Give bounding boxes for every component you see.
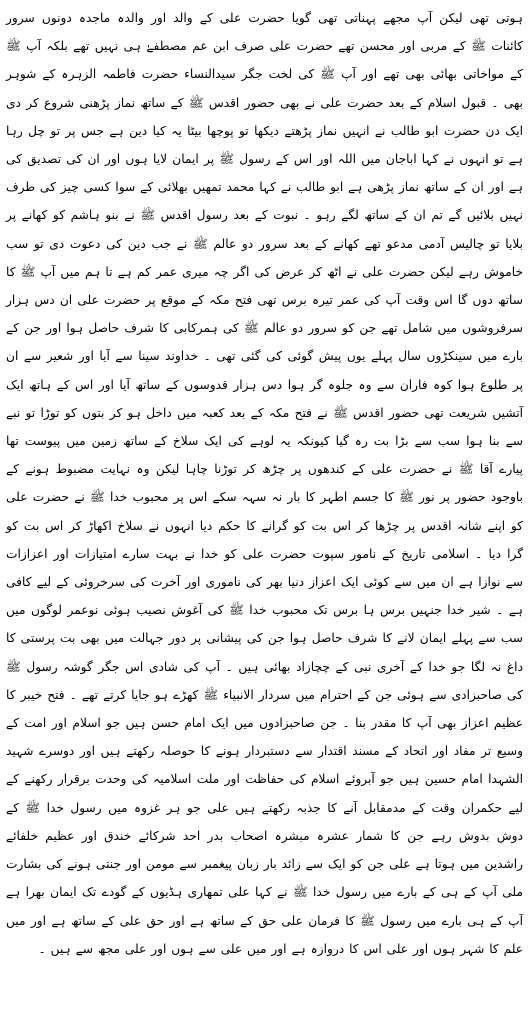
article-text: ہوتی تھی لیکن آپ مجھے پہناتی تھی گویا حضرت علی کے والد اور والدہ ماجدہ دونوں سرور کائنات ﷺ کے مربی اور محسن تھے حضرت علی صرف ابن عم مصطفےٰ ہی نہیں تھے بلکہ آپ ﷺ کے مواخاتی بھائی بھی تھے اور آپ ﷺ کی لخت جگر سیدالنساء حضرت فاطمہ الزہرہ کے شوہر بھی ۔ قبول اسلام کے بعد حضرت علی نے بھی حضور اقدس ﷺ کے ساتھ نماز پڑھنی شروع کر دی ایک دن حضرت ابو طالب نے انہیں نماز پڑھتے دیکھا تو پوچھا بیٹا یہ کیا دین ہے جس پر تو چل رہا ہے تو انہوں نے کہا اباجان میں اللہ اور اس کے رسول ﷺ پر ایمان لایا ہوں اور ان کی تصدیق کی ہے اور ان کے ساتھ نماز پڑھی ہے ابو طالب نے کہا محمد تمھیں بھلائی کے سوا کسی چیز کی طرف نہیں بلائیں گے تم ان کے ساتھ لگے رہو ۔ نبوت کے بعد رسول اقدس ﷺ نے بنو ہاشم کو کھانے پر بلایا تو چالیس آدمی مدعو تھے کھانے کے بعد سرور دو عالم ﷺ نے جب دین کی دعوت دی تو سب خاموش رہے لیکن حضرت علی نے اٹھ کر عرض کی اگر چہ میری عمر کم ہے تا ہم میں آپ ﷺ کا ساتھ دوں گا اس وقت آپ کی عمر تیرہ برس تھی فتح مکہ کے موقع پر حضرت علی ان دس ہزار سرفروشوں میں شامل تھے جن کو سرور دو عالم ﷺ کی ہمرکابی کا شرف حاصل ہوا اور جن کے بارے میں سینکڑوں سال پہلے یوں پیش گوئی کی گئی تھی ۔ خداوند سینا سے آیا اور شعیر سے ان پر طلوع ہوا کوہ فاران سے وہ جلوہ گر ہوا دس ہزار قدوسوں کے ساتھ آیا اور اس کے ہاتھ ایک آتشیں شریعت تھی حضور اقدس ﷺ نے فتح مکہ کے بعد کعبہ میں داخل ہو کر بتوں کو توڑا تو نبے سے بنا ہوا سب سے بڑا بت رہ گیا کیونکہ یہ لوہے کی ایک سلاخ کے ساتھ زمین میں پیوست تھا پیارے آقا ﷺ نے حضرت علی کے کندھوں پر چڑھ کر توڑنا چاہا لیکن وہ نہایت مضبوط ہونے کے باوجود حضور پر نور ﷺ کا جسم اطہر کا بار نہ سہہ سکے اس پر محبوب خدا ﷺ نے حضرت علی کو اپنے شانہ اقدس پر چڑھا کر اس بت کو گرانے کا حکم دیا انہوں نے سلاخ اکھاڑ کر اس بت کو گرا دیا ۔ اسلامی تاریخ کے نامور سپوت حضرت علی کو خدا نے بہت سارے امتیازات اور اعزازات سے نوازا ہے ان میں سے کوئی ایک اعزاز دنیا بھر کی ناموری اور آخرت کی سرخروئی کے لیے کافی ہے ۔ شیر خدا جنہیں برس ہا برس تک محبوب خدا ﷺ کی آغوش نصیب ہوئی نوعمر لوگوں میں سب سے پہلے ایمان لانے کا شرف حاصل ہوا جن کی پیشانی پر دور جہالت میں بھی بت پرستی کا داغ نہ لگا جو خدا کے آخری نبی کے چچازاد بھائی ہیں ۔ آپ کی شادی اس جگر گوشہ رسول ﷺ کی صاحبزادی سے ہوئی جن کے احترام میں سردار الانبیاء ﷺ کھڑے ہو جایا کرتے تھے ۔ فتح خیبر کا عظیم اعزاز بھی آپ کا مقدر بنا ۔ جن صاحبزادوں میں ایک امام حسن ہیں جو اسلام اور امت کے وسیع تر مفاد اور اتحاد کے مسند اقتدار سے دستبردار ہونے کا حوصلہ رکھتے ہیں اور دوسرے شہید الشہدا امام حسین ہیں جو آبروئے اسلام کی حفاظت اور ملت اسلامیہ کی وحدت برقرار رکھنے کے لیے حکمران وقت کے مدمقابل آنے کا جذبہ رکھتے ہیں علی جو ہر غزوہ میں رسول خدا ﷺ کے دوش بدوش رہے جن کا شمار عشرہ مبشرہ اصحاب بدر احد شرکائے خندق اور عظیم خلفائے راشدین میں ہوتا ہے علی جن کو ایک سے زائد بار زبان پیغمبر سے مومن اور جنتی ہونے کی بشارت ملی آپ کے ہی کے بارے میں رسول خدا ﷺ نے کہا علی تمھاری ہڈیوں کے گودے تک ایمان بھرا ہے آپ کے ہی بارے میں رسول ﷺ کا فرمان علی حق کے ساتھ ہے اور حق علی کے ساتھ ہے اور میں علم کا شہر ہوں اور علی اس کا دروازہ ہے اور میں علی سے ہوں اور علی مجھ سے ہیں ۔: [6, 11, 523, 956]
article-body: [6, 4, 523, 963]
